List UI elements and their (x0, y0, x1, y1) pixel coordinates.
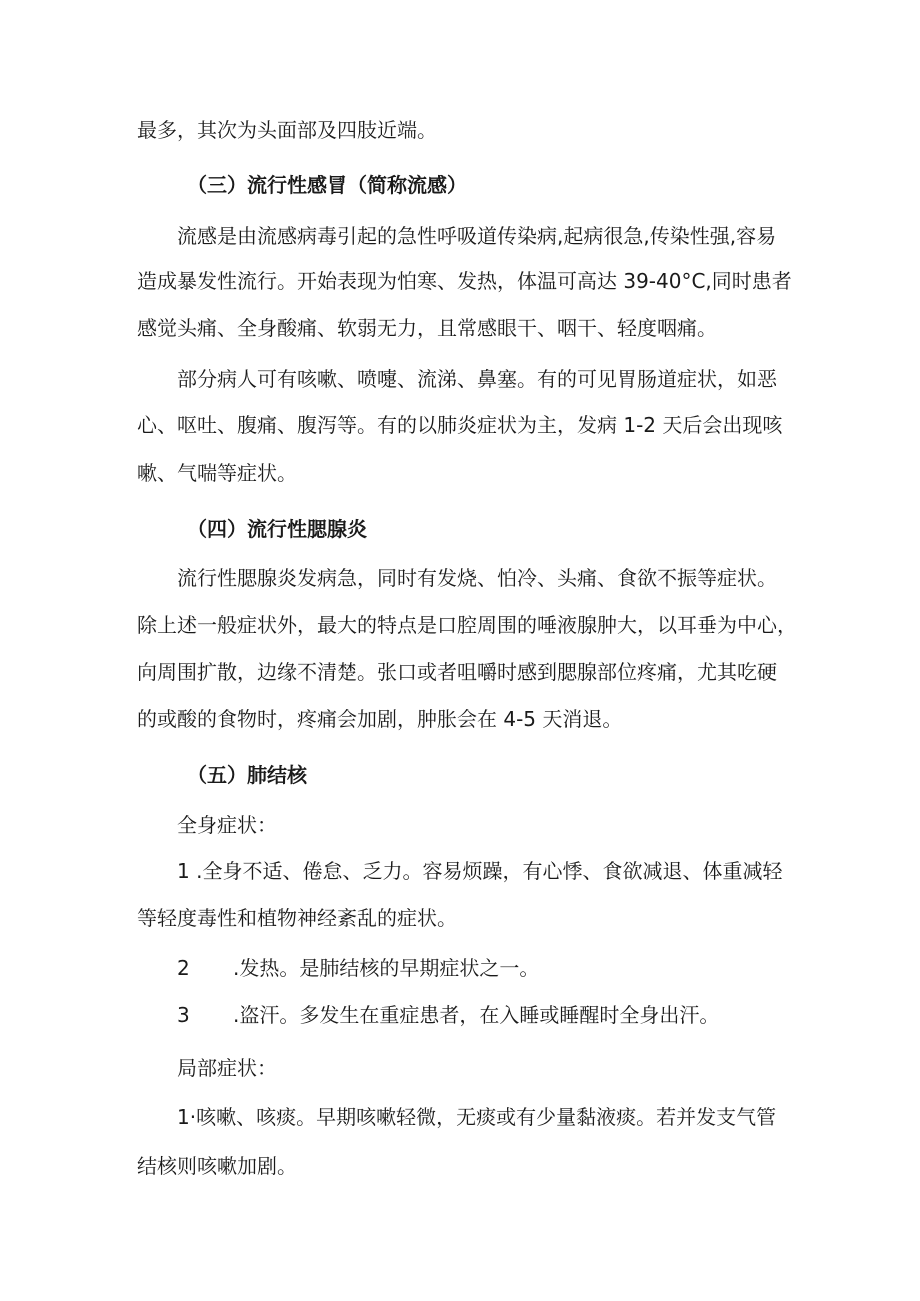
paragraph-line: 造成暴发性流行。开始表现为怕寒、发热，体温可高达 39-40°C,同时患者 (137, 269, 792, 293)
list-number: 3 (177, 1003, 190, 1027)
list-item-line: 1 .全身不适、倦怠、乏力。容易烦躁，有心悸、食欲减退、体重减轻 (177, 859, 783, 883)
paragraph-line: 部分病人可有咳嗽、喷嚏、流涕、鼻塞。有的可见胃肠道症状，如恶 (177, 367, 777, 391)
subsection-label-local: 局部症状： (177, 1056, 277, 1080)
list-item-line: 1·咳嗽、咳痰。早期咳嗽轻微，无痰或有少量黏液痰。若并发支气管 (177, 1105, 777, 1129)
paragraph-line: 向周围扩散，边缘不清楚。张口或者咀嚼时感到腮腺部位疼痛，尤其吃硬 (137, 660, 777, 684)
section-heading-influenza: （三）流行性感冒（简称流感） (187, 173, 467, 197)
list-item-3 (177, 1001, 719, 1029)
list-item-line: 结核则咳嗽加剧。 (137, 1154, 297, 1178)
paragraph-line: 感觉头痛、全身酸痛、软弱无力，且常感眼干、咽干、轻度咽痛。 (137, 316, 717, 340)
paragraph-line: 的或酸的食物时，疼痛会加剧，肿胀会在 4-5 天消退。 (137, 707, 623, 731)
paragraph-line: 流感是由流感病毒引起的急性呼吸道传染病,起病很急,传染性强,容易 (177, 224, 777, 248)
list-text: .盗汗。多发生在重症患者，在入睡或睡醒时全身出汗。 (233, 1003, 720, 1027)
paragraph-line: 最多，其次为头面部及四肢近端。 (137, 118, 437, 142)
list-number: 2 (177, 956, 190, 980)
list-item-2 (177, 954, 539, 982)
paragraph-line: 流行性腮腺炎发病急，同时有发烧、怕冷、头痛、食欲不振等症状。 (177, 566, 777, 590)
section-heading-tuberculosis: （五）肺结核 (187, 763, 307, 787)
paragraph-line: 心、呕吐、腹痛、腹泻等。有的以肺炎症状为主，发病 1-2 天后会出现咳 (137, 413, 783, 437)
list-text: .发热。是肺结核的早期症状之一。 (233, 956, 540, 980)
section-heading-mumps: （四）流行性腮腺炎 (187, 517, 367, 541)
paragraph-line: 嗽、气喘等症状。 (137, 461, 297, 485)
paragraph-line: 除上述一般症状外，最大的特点是口腔周围的唾液腺肿大，以耳垂为中心， (137, 613, 797, 637)
subsection-label-systemic: 全身症状： (177, 813, 277, 837)
list-item-line: 等轻度毒性和植物神经紊乱的症状。 (137, 906, 457, 930)
